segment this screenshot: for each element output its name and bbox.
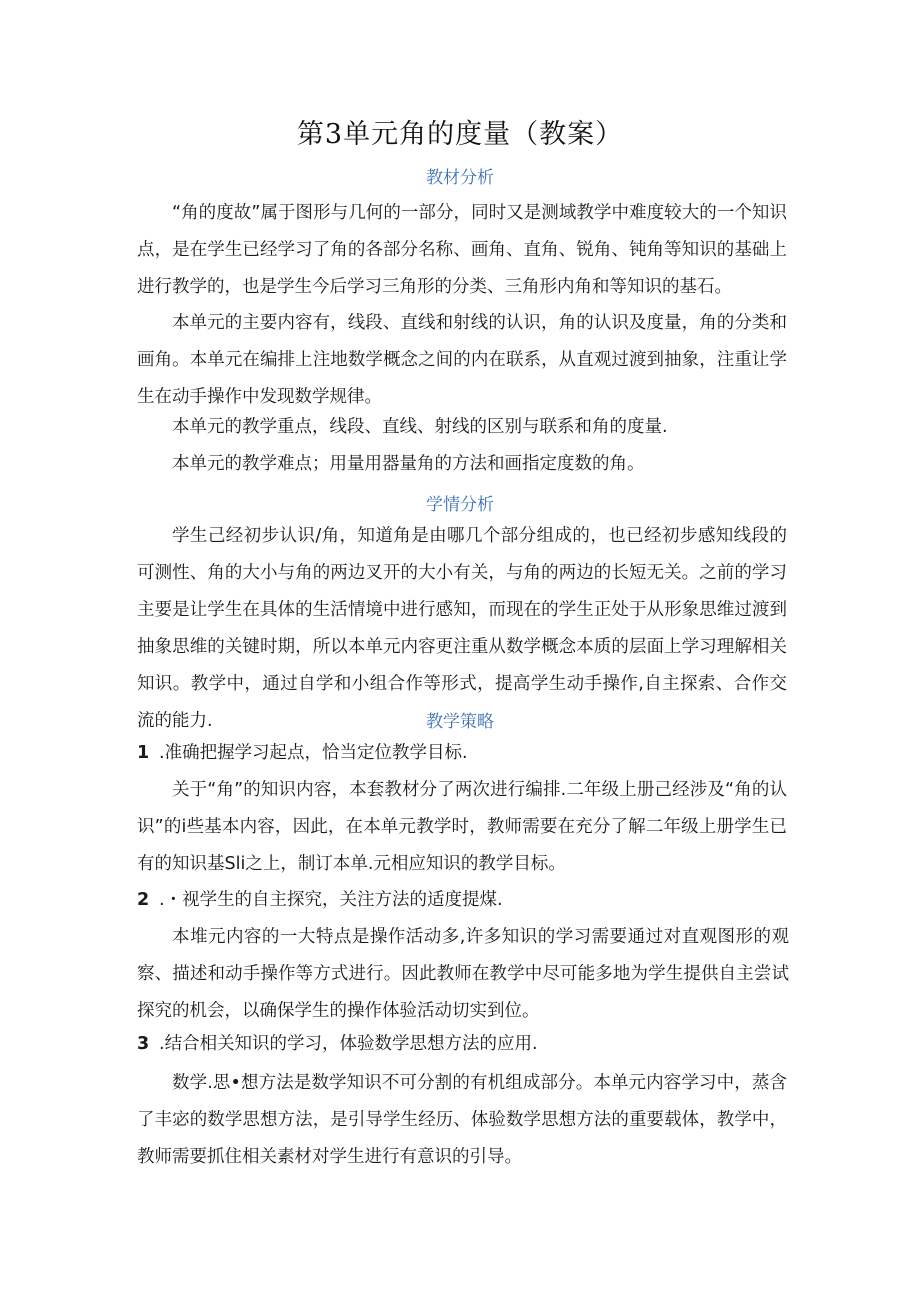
material-paragraph-1: “角的度故”属于图形与几何的一部分，同时又是测域教学中难度较大的一个知识点，是在学生已经学习了角的各部分名称、画角、直角、锐角、钝角等知识的基础上进行教学的，也是学生今后学习三角形的分类、三角形内角和等知识的基石。 bbox=[137, 203, 787, 297]
material-paragraph-2: 本单元的主要内容有，线段、直线和射线的认识，角的认识及度量，角的分类和画角。本单元在编排上注地数学概念之间的内在联系，从直观过渡到抽象，注重让学生在动手操作中发现数学规律。 bbox=[137, 313, 787, 407]
student-paragraph-1: 学生己经初步认识/角，知道角是由哪几个部分组成的，也已经初步感知线段的可测性、角的大小与角的两边叉开的大小有关，与角的两边的长短无关。之前的学习主要是让学生在具体的生活情境中进行感知，而现在的学生正处于从形象思维过渡到抽象思维的关键时期，所以本单元内容更注重从数学概念本质的层面上学习理解相关知识。教学中，通过自学和小组合作等形式，提高学生动手操作,自主探索、合作交流的能力. bbox=[137, 526, 787, 731]
strategy-item-1-title: .准确把握学习起点，恰当定位教学目标. bbox=[159, 743, 468, 763]
material-paragraph-key-points: 本单元的教学重点，线段、直线、射线的区别与联系和角的度量. bbox=[172, 417, 668, 437]
strategy-item-1-heading bbox=[137, 735, 787, 772]
strategy-item-3-number: 3 bbox=[137, 1034, 150, 1054]
strategy-item-3-title: .结合相关知识的学习，体验数学思想方法的应用. bbox=[159, 1034, 538, 1054]
section-heading-teaching-strategy: 教学策略 bbox=[426, 712, 494, 732]
strategy-item-2-text: 本堆元内容的一大特点是操作活动多,许多知识的学习需要通过对直观图形的观察、描述和动手操作等方式进行。因此教师在教学中尽可能多地为学生提供自主尝试探究的机会，以确保学生的操作体验活动切实到位。 bbox=[137, 927, 789, 1021]
strategy-item-1-text: 关于“角”的知识内容，本套教材分了两次进行编排.二年级上册己经涉及“角的认识”的i些基本内容，因此，在本单元教学时，教师需要在充分了解二年级上册学生已有的知识基Sli之上，制订本单.元相应知识的教学目标。 bbox=[137, 780, 787, 874]
strategy-item-3-text: 数学.思•想方法是数学知识不可分割的有机组成部分。本单元内容学习中，蒸含了丰宓的数学思想方法，是引导学生经历、体验数学思想方法的重要载体，教学中，教师需要抓住相关素材对学生进行有意识的引导。 bbox=[137, 1073, 787, 1167]
section-heading-material-analysis: 教材分析 bbox=[426, 168, 494, 188]
section-heading-student-analysis: 学情分析 bbox=[426, 495, 494, 515]
strategy-item-2-number: 2 bbox=[137, 890, 150, 910]
material-paragraph-difficulties: 本单元的教学难点；用量用器量角的方法和画指定度数的角。 bbox=[172, 454, 645, 474]
strategy-item-2-title: .・视学生的自主探究，关注方法的适度提煤. bbox=[159, 890, 503, 910]
strategy-item-1-number: 1 bbox=[137, 743, 150, 763]
strategy-item-2-heading bbox=[137, 882, 787, 919]
strategy-item-3-heading bbox=[137, 1026, 787, 1063]
document-title: 第3单元角的度量（教案） bbox=[296, 119, 624, 150]
